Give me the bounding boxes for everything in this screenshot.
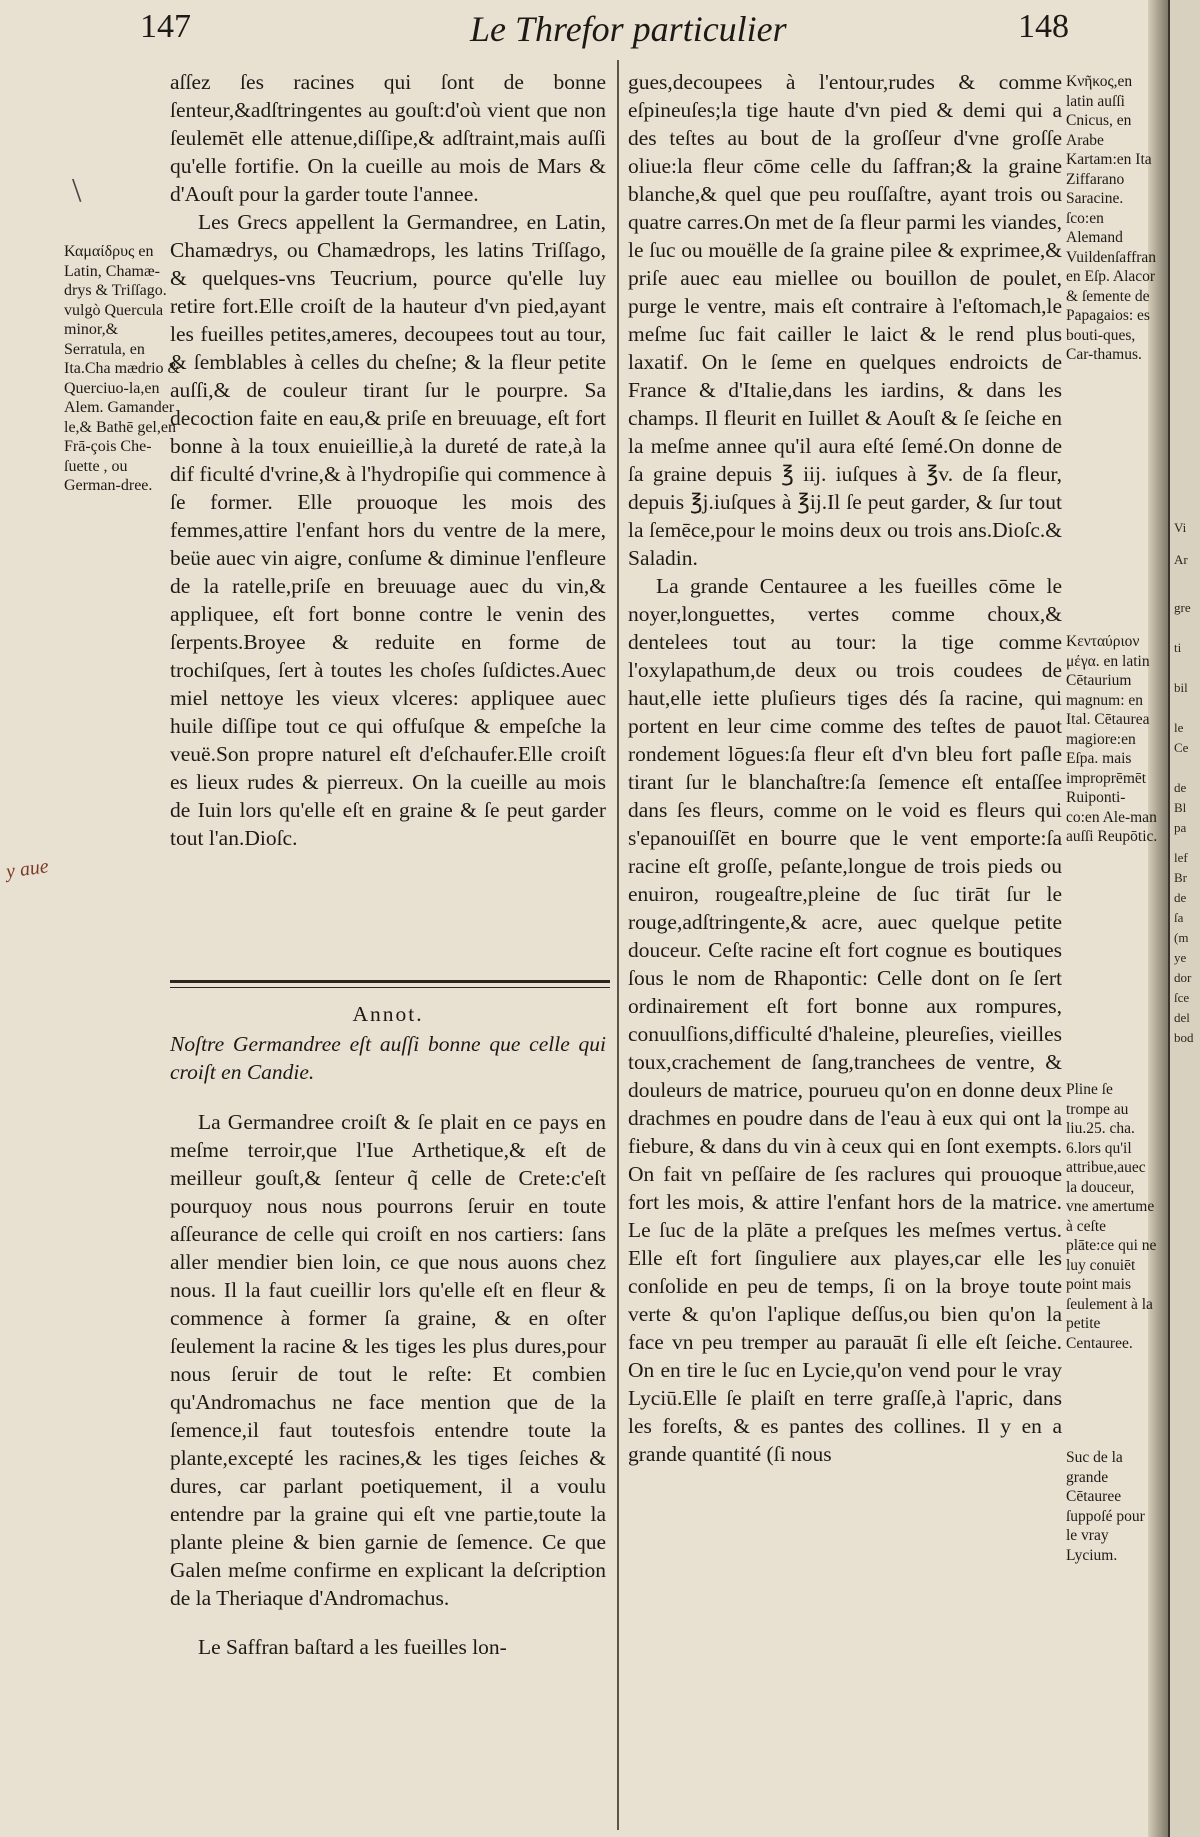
left-margin-note: Καμαίδρυς en Latin, Chamæ-drys & Triſſago. vulgò Quercula minor,& Serratula, en Ita.Cha mædrio & Querciuo-la,en Alem. Gamander le,& Bathē gel,en Frā-çois Che-ſuette , ou German-dree.	[64, 243, 180, 494]
adjacent-fragment: de	[1174, 890, 1187, 905]
adjacent-fragment: gre	[1174, 600, 1191, 615]
adjacent-fragment: le	[1174, 720, 1184, 735]
section-rule	[170, 980, 610, 988]
margin-note-pline: Pline ſe trompe au liu.25. cha. 6.lors qu'il attribue,auec la douceur, vne amertume à ceſte plāte:ce qui ne luy conuiēt point mais ſeulement à la petite Centauree.	[1066, 1081, 1157, 1352]
left-paragraph-2: Les Grecs appellent la Germandree, en Latin, Chamædrys, ou Chamædrops, les latins Triſſago, & quelques-vns Teucrium, pource qu'elle luy retire fort.Elle croiſt de la hauteur d'vn pied,ayant les fueilles petites,ameres, decoupees tout au tour, & ſemblables à celles du cheſne; & la fleur petite auſſi,& de couleur tirant ſur le pourpre. Sa decoction faite en eau,& priſe en breuuage, eſt fort bonne à la toux enuieillie,à la dureté de rate,à la dif ficulté d'vrine,& à l'hydropiſie qui commence à ſe former. Elle prouoque les mois des femmes,attire l'enfant hors du ventre de la mere, beüe auec vin aigre, conſume & diminue l'enfleure de la ratelle,priſe en breuuage auec du vin,& appliquee, eſt fort bonne contre le venin des ſerpents.Broyee & reduite en forme de trochiſques, ſert à toutes les choſes ſuſdictes.Auec miel nettoye les vieux vlceres: appliquee auec huile diſſipe tout ce qui offuſque & empeſche la veuë.Son propre naturel eſt d'eſchaufer.Elle croiſt es lieux rudes & pierreux. On la cueille au mois de Iuin lors qu'elle eſt en graine & ſe peut garder tout l'an.Dioſc.	[170, 210, 606, 850]
adjacent-fragment: ye	[1174, 950, 1187, 965]
margin-note-carthamus: Κνῆκος,en latin auſſi Cnicus, en Arabe Kartam:en Ita Ziffarano Saracine. ſco:en Alemand Vuildenſaffran en Eſp. Alacor & ſemente de Papagaios: es bouti-ques, Car-thamus.	[1066, 73, 1157, 363]
left-paragraph-1: aſſez ſes racines qui ſont de bonne ſenteur,&adſtringentes au gouſt:d'où vient que non ſeulemēt elle attenue,diſſipe,& adſtraint,mais auſſi qu'elle fortifie. On la cueille au mois de Mars & d'Aouſt pour la garder toute l'annee.	[170, 70, 606, 206]
adjacent-fragment: Ar	[1174, 552, 1188, 567]
left-column	[170, 68, 606, 852]
adjacent-fragment: bod	[1174, 1030, 1194, 1045]
adjacent-fragment: Br	[1174, 870, 1187, 885]
adjacent-fragment: bil	[1174, 680, 1188, 695]
adjacent-fragment: (m	[1174, 930, 1189, 945]
adjacent-fragment: ſce	[1174, 990, 1190, 1005]
annotation-paragraph-2: Le Saffran baſtard a les fueilles lon-	[198, 1635, 507, 1659]
adjacent-fragment: del	[1174, 1010, 1190, 1025]
annotation-heading: Noſtre Germandree eſt auſſi bonne que celle qui croiſt en Candie.	[170, 1032, 606, 1084]
adjacent-fragment: Ce	[1174, 740, 1189, 755]
adjacent-fragment: lef	[1174, 850, 1188, 865]
handwritten-scribble: y aue	[4, 855, 51, 883]
margin-tick-mark: \	[72, 172, 82, 209]
adjacent-fragment: dor	[1174, 970, 1192, 985]
right-column	[628, 68, 1062, 1468]
adjacent-fragment: ti	[1174, 640, 1182, 655]
adjacent-fragment: Bl	[1174, 800, 1187, 815]
annotation-block	[170, 1000, 606, 1683]
right-margin-notes	[1066, 72, 1158, 1593]
page-number-right: 148	[1018, 8, 1069, 45]
adjacent-fragment: pa	[1174, 820, 1187, 835]
margin-note-lycium: Suc de la grande Cētauree ſuppoſé pour le vray Lycium.	[1066, 1449, 1145, 1564]
running-title: Le Threfor particulier	[470, 9, 787, 49]
annotation-paragraph: La Germandree croiſt & ſe plait en ce pays en meſme terroir,que l'Iue Arthetique,& eſt de meilleur gouſt,& ſenteur q̃ celle de Crete:c'eſt pourquoy nous nous pourrons ſeruir en toute aſſeurance de celle qui croiſt en nos cartiers: ſans aller mendier bien loin, ce que nous auons chez nous. Il la faut cueillir lors qu'elle eſt en fleur & commence à former ſa graine, & en oſter ſeulement la racine & les tiges les plus dures,pour nous ſeruir de tout le reſte: Et combien qu'Andromachus ne face mention que de la ſemence,il faut toutesfois entendre toute la plante,excepté les racines,& les tiges ſeiches & dures, car parlant poetiquement, il a voulu entendre par la graine qui eſt vne partie,toute la plante pleine & bien garnie de ſemence. Ce que Galen meſme confirme en explicant la deſcription de la Theriaque d'Andromachus.	[170, 1109, 606, 1610]
column-divider	[617, 60, 619, 1830]
annotation-title: Annot.	[352, 1002, 424, 1026]
right-paragraph-2: La grande Centauree a les fueilles cōme le noyer,longuettes, vertes comme choux,& dentelees tout au tour: la tige comme l'oxylapathum,de deux ou trois coudees de haut,elle iette pluſieurs tiges dés ſa racine, qui portent en leur cime comme des teſtes de pauot rondement lōgues:ſa fleur eſt d'vn bleu fort paſle tirant ſur le blanchaſtre:ſa ſemence eſt entaſſee dans ſes fleurs, comme on le void es fleurs qui s'epanouiſſēt en bourre que le vent emporte:ſa racine eſt groſſe, peſante,longue de trois pieds ou enuiron, rougeaſtre,pleine de ſuc tirāt ſur le rouge,adſtringente,& acre, auec quelque petite douceur. Ceſte racine eſt fort cognue es boutiques ſous le nom de Rhapontic: Celle dont on ſe ſert ordinairement eſt fort bonne aux rompures, conuulſions,difficulté d'haleine, pleureſies, vieilles toux,crachement de ſang,tranchees de ventre, & douleurs de matrice, pourueu qu'on en donne deux drachmes en poudre dans de l'eau à eux qui ont la fiebure, & dans du vin à ceux qui en ſont exempts. On fait vn peſſaire de ſes raclures qui prouoque fort les mois, & attire l'enfant hors de la matrice. Le ſuc de la plāte a preſques les meſmes vertus. Elle eſt fort ſinguliere aux playes,car elle les conſolide en peu de temps, ſi on la broye toute verte & qu'on l'aplique deſſus,ou bien qu'on la face vn peu tremper au parauāt ſi elle eſt ſeiche. On en tire le ſuc en Lycie,qu'on vend pour le vray Lyciū.Elle ſe plaiſt en terre graſſe,à l'apric, dans les foreſts, & es pantes des collines. Il y en a grande quantité (ſi nous	[628, 574, 1062, 1466]
adjacent-fragment: Vi	[1174, 520, 1187, 535]
adjacent-fragment: de	[1174, 780, 1187, 795]
adjacent-page-edge	[1168, 0, 1200, 1837]
adjacent-fragment: ſa	[1174, 910, 1184, 925]
page-number-left: 147	[140, 8, 191, 45]
right-paragraph-1: gues,decoupees à l'entour,rudes & comme eſpineuſes;la tige haute d'vn pied & demi qui a des teſtes au bout de la groſſeur d'vne groſſe oliue:la fleur cōme celle du ſaffran;& la graine blanche,& quel que peu rouſſaſtre, ayant trois ou quatre carres.On met de ſa fleur parmi les viandes, le ſuc ou mouëlle de ſa graine pilee & exprimee,& priſe auec eau miellee ou bouillon de poulet, purge le ventre, mais eſt contraire à l'eſtomach,le meſme ſuc fait cailler le laict & le rend plus laxatif. On le ſeme en quelques endroicts de France & d'Italie,dans les iardins, & dans les champs. Il fleurit en Iuillet & Aouſt & ſe ſeiche en la meſme annee qu'il aura eſté ſemé.On donne de ſa graine depuis ℥ iij. iuſques à ℥v. de ſa fleur, depuis ℥j.iuſques à ℥ij.Il ſe peut garder, & ſur tout la ſemēce,pour le moins deux ou trois ans.Dioſc.& Saladin.	[628, 70, 1062, 570]
margin-note-centauree: Κενταύριον μέγα. en latin Cētaurium magnum: en Ital. Cētaurea magiore:en Eſpa. mais improprēmēt Ruiponti-co:en Ale-man auſſi Reupōtic.	[1066, 633, 1158, 845]
